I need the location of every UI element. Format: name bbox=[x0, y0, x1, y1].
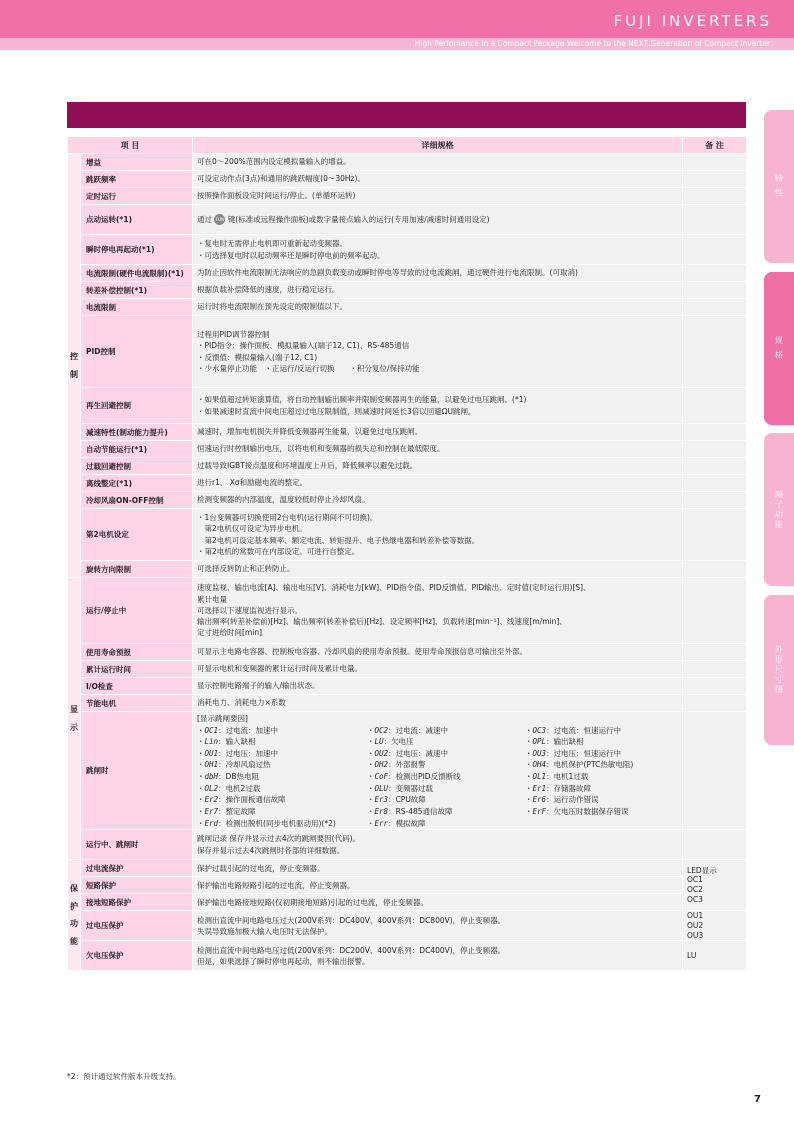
trip-code-desc: 检测出脱机(同步电机驱动用)(*2) bbox=[225, 818, 336, 828]
note-cell bbox=[683, 388, 747, 424]
trip-code: OC2 bbox=[374, 725, 389, 735]
trip-code-desc: 欠电压 bbox=[391, 737, 414, 747]
item-name: 定时运行 bbox=[81, 188, 193, 205]
trip-code-item: ・OC1：过电流：加速中 bbox=[197, 725, 279, 735]
trip-code-desc: 电机2过载 bbox=[225, 783, 261, 793]
detail-line: ・复电时无需停止电机即可重新起动变频器。 bbox=[197, 239, 348, 249]
item-name: 运行/停止中 bbox=[81, 578, 193, 644]
table-row bbox=[68, 205, 747, 235]
item-detail bbox=[193, 830, 683, 860]
trip-code-desc: 模拟故障 bbox=[395, 818, 426, 828]
trip-code-desc: 电机保护(PTC热敏电阻) bbox=[553, 760, 634, 770]
item-detail bbox=[193, 235, 683, 265]
trip-code-desc: 过电流：加速中 bbox=[225, 725, 279, 735]
item-detail bbox=[193, 561, 683, 578]
note-cell bbox=[683, 299, 747, 316]
detail-line: 根据负载补偿降低的速度，进行稳定运行。 bbox=[197, 285, 340, 295]
trip-code-desc: CPU故障 bbox=[395, 795, 426, 805]
trip-code-desc: 过电压：加速中 bbox=[225, 748, 279, 758]
item-name: PID控制 bbox=[81, 316, 193, 388]
note-cell bbox=[683, 282, 747, 299]
item-detail bbox=[193, 265, 683, 282]
trip-code-item: ・Err：模拟故障 bbox=[367, 818, 426, 828]
table-row bbox=[68, 235, 747, 265]
trip-code-desc: 输出缺相 bbox=[553, 737, 584, 747]
trip-code-item: ・Er6：运行动作错误 bbox=[525, 795, 599, 805]
note-cell bbox=[683, 441, 747, 458]
detail-line: 过程用PID调节器控制 bbox=[197, 330, 270, 339]
item-detail bbox=[193, 678, 683, 695]
trip-code-desc: 整定故障 bbox=[225, 806, 256, 816]
detail-line: ・1台变频器可切换使用2台电机(运行期间不可切换)。 bbox=[197, 513, 378, 522]
note-cell bbox=[683, 475, 747, 492]
item-name: 接地短路保护 bbox=[81, 894, 193, 911]
trip-code: dbH bbox=[204, 772, 219, 781]
trip-code-desc: 变频器过载 bbox=[395, 783, 434, 793]
table-row bbox=[68, 712, 747, 830]
detail-line: 保护过载引起的过电流，停止变频器。 bbox=[197, 863, 325, 873]
trip-code: Erd bbox=[204, 818, 219, 828]
trip-code-item: ・OL1：电机1过载 bbox=[525, 772, 589, 781]
trip-code-item: ・Er1：存储器故障 bbox=[525, 783, 592, 793]
trip-code-desc: 检测出PID反馈断线 bbox=[395, 772, 461, 781]
table-row bbox=[68, 678, 747, 695]
side-tab-terminals[interactable]: 端子功能 bbox=[764, 433, 794, 586]
table-row bbox=[68, 458, 747, 475]
table-row bbox=[68, 911, 747, 941]
table-row bbox=[68, 154, 747, 171]
trip-code: OU3 bbox=[532, 748, 547, 758]
trip-code-desc: 过电流：减速中 bbox=[395, 725, 449, 735]
detail-line: ・第2电机的常数可在内部设定。可进行自整定。 bbox=[197, 546, 360, 556]
item-name: 转差补偿控制(*1) bbox=[81, 282, 193, 299]
item-name: I/O检查 bbox=[81, 678, 193, 695]
table-row bbox=[68, 661, 747, 678]
detail-line: 保护输出电路接地短路(仅初期接地短路)引起的过电流，停止变频器。 bbox=[197, 897, 428, 907]
table-row bbox=[68, 475, 747, 492]
item-detail bbox=[193, 941, 683, 971]
table-row bbox=[68, 695, 747, 712]
item-name: 欠电压保护 bbox=[81, 941, 193, 971]
trip-code-desc: 过电压：减速中 bbox=[395, 748, 449, 758]
trip-code-item: ・OLU：变频器过载 bbox=[367, 783, 434, 793]
detail-line: 按照操作面板设定时间运行/停止。(单循环运转) bbox=[197, 191, 356, 201]
note-cell bbox=[683, 424, 747, 441]
table-row bbox=[68, 644, 747, 661]
trip-code-item: ・ErF：欠电压时数据保存错误 bbox=[525, 806, 629, 816]
footnote: *2：预计通过软件版本升级支持。 bbox=[67, 1072, 181, 1081]
trip-code-desc: 电机1过载 bbox=[553, 772, 589, 781]
item-detail bbox=[193, 205, 683, 235]
item-name: 电流限制 bbox=[81, 299, 193, 316]
detail-line: 但是，如果选择了瞬时停电再起动，则不输出报警。 bbox=[197, 956, 370, 966]
trip-code: Er2 bbox=[204, 795, 219, 805]
item-detail bbox=[193, 316, 683, 388]
table-row bbox=[68, 388, 747, 424]
detail-line: 消耗电力、消耗电力×系数 bbox=[197, 698, 286, 708]
item-name: 短路保护 bbox=[81, 877, 193, 894]
detail-line: 可显示主电路电容器、控制板电容器、冷却风扇的使用寿命预报。使用寿命预报信息可输出至外部。 bbox=[197, 647, 528, 657]
item-detail bbox=[193, 492, 683, 509]
table-row bbox=[68, 188, 747, 205]
table-header bbox=[68, 137, 747, 154]
trip-code-item: ・OU2：过电压：减速中 bbox=[367, 748, 449, 758]
trip-code-item: ・Er2：操作面板通信故障 bbox=[197, 795, 286, 805]
trip-code-item: ・OC2：过电流：减速中 bbox=[367, 725, 449, 735]
item-detail bbox=[193, 877, 683, 894]
trip-code: Err bbox=[374, 818, 389, 828]
item-name: 过电流保护 bbox=[81, 860, 193, 877]
item-name: 电流限制(硬件电流限制)(*1) bbox=[81, 265, 193, 282]
trip-code-desc: 欠电压时数据保存错误 bbox=[553, 806, 629, 816]
detail-line: 检测出直流中间电路电压过低(200V系列：DC200V、400V系列：DC400V)，停止变频器。 bbox=[197, 945, 506, 955]
detail-text-post: 键(标准或远程操作面板)或数字量接点输入的运行(专用加速/减速时间通用设定) bbox=[227, 214, 490, 224]
detail-line: 跳闸记录 保存并显示过去4次的跳闸要因(代码)。 bbox=[197, 833, 361, 843]
trip-code: Er1 bbox=[532, 783, 547, 793]
side-tab-dimensions[interactable]: 外形尺寸图 bbox=[764, 595, 794, 745]
item-name: 使用寿命预报 bbox=[81, 644, 193, 661]
trip-code-grid bbox=[197, 725, 678, 830]
item-detail bbox=[193, 911, 683, 941]
detail-line: 保护输出电路短路引起的过电流，停止变频器。 bbox=[197, 880, 355, 890]
detail-text-pre: 通过 bbox=[197, 214, 213, 224]
trip-code-item: ・OU3：过电压：恒速运行中 bbox=[525, 748, 622, 758]
detail-line: 可在0～200%范围内设定模拟量输入的增益。 bbox=[197, 157, 351, 167]
detail-line: 进行r1、 Xσ和励磁电流的整定。 bbox=[197, 478, 308, 488]
note-cell bbox=[683, 316, 747, 388]
side-tab-specs[interactable]: 规 格 bbox=[764, 272, 794, 425]
side-tab-features[interactable]: 特 性 bbox=[764, 110, 794, 263]
detail-line: 检测变频器的内部温度，温度较低时停止冷却风扇。 bbox=[197, 495, 370, 505]
detail-line: ・如果减速时直流中间电压超过过电压限制值，则减速时间延长3倍以回避ΩU跳闸。 bbox=[197, 406, 476, 416]
item-name: 第2电机设定 bbox=[81, 509, 193, 561]
note-cell bbox=[683, 578, 747, 644]
item-name: 旋转方向限制 bbox=[81, 561, 193, 578]
trip-code-item: ・Erd：检测出脱机(同步电机驱动用)(*2) bbox=[197, 818, 336, 828]
trip-code: OPL bbox=[532, 737, 547, 747]
trip-code: OLU bbox=[374, 783, 389, 793]
trip-code: OH4 bbox=[532, 760, 547, 770]
trip-code: OU1 bbox=[204, 748, 219, 758]
tagline: High Perfomance in a Compact Package Welcome to the NEXT Generation of Compact Inverter bbox=[414, 39, 770, 48]
detail-line: 可选择以下速度监视进行显示。 bbox=[197, 605, 303, 615]
trip-code-desc: 运行动作错误 bbox=[553, 795, 599, 805]
note-cell bbox=[683, 661, 747, 678]
note-cell bbox=[683, 154, 747, 171]
item-name: 增益 bbox=[81, 154, 193, 171]
item-name: 跳跃频率 bbox=[81, 171, 193, 188]
note-cell bbox=[683, 188, 747, 205]
trip-code-item: ・LU：欠电压 bbox=[367, 737, 414, 747]
note-cell bbox=[683, 695, 747, 712]
trip-code: Er8 bbox=[374, 806, 389, 816]
trip-code: OU2 bbox=[374, 748, 389, 758]
trip-code-item: ・OU1：过电压：加速中 bbox=[197, 748, 279, 758]
item-detail bbox=[193, 458, 683, 475]
note-cell bbox=[683, 492, 747, 509]
item-name: 冷却风扇ON-OFF控制 bbox=[81, 492, 193, 509]
table-row bbox=[68, 830, 747, 860]
trip-code-item: ・Lin：输入缺相 bbox=[197, 737, 256, 747]
trip-code-item: ・CoF：检测出PID反馈断线 bbox=[367, 772, 461, 781]
spec-table bbox=[67, 136, 747, 971]
trip-code-item: ・OH1：冷却风扇过热 bbox=[197, 760, 271, 770]
section-band bbox=[67, 102, 746, 128]
note-lu: LU bbox=[683, 941, 747, 971]
note-cell bbox=[683, 235, 747, 265]
table-row bbox=[68, 561, 747, 578]
item-detail bbox=[193, 475, 683, 492]
trip-code: OH2 bbox=[374, 760, 389, 770]
detail-line: 第2电机可设定基本频率、额定电流、转矩提升、电子热继电器和转差补偿等数据。 bbox=[197, 535, 480, 545]
trip-code-item: ・dbH：DB热电阻 bbox=[197, 772, 259, 781]
group-control: 控 制 bbox=[68, 154, 81, 578]
detail-line: 检测出直流中间电路电压过大(200V系列：DC400V、400V系列：DC800V)，停止变频器。 bbox=[197, 915, 506, 925]
trip-code: CoF bbox=[374, 772, 389, 781]
item-name: 节能电机 bbox=[81, 695, 193, 712]
detail-line: 减速时，增加电机损失并降低变频器再生能量，以避免过电压跳闸。 bbox=[197, 427, 423, 437]
table-row bbox=[68, 316, 747, 388]
table-row bbox=[68, 492, 747, 509]
detail-line: 恒速运行时控制输出电压，以将电机和变频器的损失总和控制在最低限度。 bbox=[197, 444, 445, 454]
header-item: 项 目 bbox=[68, 137, 193, 154]
note-cell bbox=[683, 830, 747, 860]
detail-line: 为防止因软件电流限制无法响应的急剧负载变动或瞬时停电等导致的过电流跳闸，通过硬件进行电流限制。(可取消) bbox=[197, 268, 578, 278]
table-row bbox=[68, 441, 747, 458]
item-detail bbox=[193, 695, 683, 712]
detail-line: ・可选择复电时以起动频率还是瞬时停电前的频率起动。 bbox=[197, 250, 385, 260]
detail-line: 过载导致IGBT接点温度和环境温度上升后，降低频率以避免过载。 bbox=[197, 461, 418, 471]
trip-code-desc: DB热电阻 bbox=[225, 772, 259, 781]
detail-line: ・PID指令：操作面板、模拟量输入(端子12, C1)、RS-485通信 bbox=[197, 341, 410, 351]
detail-line: 失误导致施加极大输入电压时无法保护。 bbox=[197, 926, 333, 936]
item-detail bbox=[193, 509, 683, 561]
trip-code-item: ・OH2：外部报警 bbox=[367, 760, 426, 770]
item-detail bbox=[193, 441, 683, 458]
trip-code-desc: RS-485通信故障 bbox=[395, 806, 453, 816]
trip-code: OL2 bbox=[204, 783, 219, 793]
trip-code: OL1 bbox=[532, 772, 547, 781]
trip-code: Lin bbox=[204, 737, 219, 747]
table-row bbox=[68, 299, 747, 316]
item-detail bbox=[193, 171, 683, 188]
trip-cause-label: [显示跳闸要因] bbox=[197, 714, 248, 723]
detail-line: 速度监视、输出电流[A]、输出电压[V]、消耗电力[kW]、PID指令值、PID反馈值、PID输出、定时值(定时运行用)[S]、 bbox=[197, 583, 591, 593]
trip-code-item: ・Er8：RS-485通信故障 bbox=[367, 806, 453, 816]
trip-code-desc: 外部报警 bbox=[395, 760, 426, 770]
item-detail bbox=[193, 424, 683, 441]
trip-code: Er3 bbox=[374, 795, 389, 805]
table-row bbox=[68, 894, 747, 911]
table-row bbox=[68, 171, 747, 188]
item-name: 减速特性(制动能力提升) bbox=[81, 424, 193, 441]
note-cell bbox=[683, 458, 747, 475]
item-name: 过载回避控制 bbox=[81, 458, 193, 475]
note-cell bbox=[683, 678, 747, 695]
item-name: 再生回避控制 bbox=[81, 388, 193, 424]
trip-code-desc: 冷却风扇过热 bbox=[225, 760, 271, 770]
item-detail bbox=[193, 154, 683, 171]
trip-code-item: ・OL2：电机2过载 bbox=[197, 783, 261, 793]
trip-code: ErF bbox=[532, 806, 547, 816]
detail-line: 运行时将电流限制在预先设定的限制值以下。 bbox=[197, 302, 348, 312]
table-row bbox=[68, 877, 747, 894]
trip-code-item: ・Er3：CPU故障 bbox=[367, 795, 426, 805]
detail-line: 可设定动作点(3点)和通用的跳跃幅度(0～30Hz)。 bbox=[197, 174, 365, 184]
item-detail bbox=[193, 299, 683, 316]
table-row bbox=[68, 860, 747, 877]
detail-line: 显示控制电路端子的输入/输出状态。 bbox=[197, 681, 320, 691]
item-name: 点动运转(*1) bbox=[81, 205, 193, 235]
trip-code: OC1 bbox=[204, 725, 219, 735]
trip-code: Er7 bbox=[204, 806, 219, 816]
item-detail bbox=[193, 860, 683, 877]
detail-line: ・少水量停止功能 ・正运行/反运行切换 ・积分复位/保持功能 bbox=[197, 363, 420, 373]
item-name: 过电压保护 bbox=[81, 911, 193, 941]
detail-line: 定寸进给时间[min] bbox=[197, 628, 263, 638]
item-name: 跳闸时 bbox=[81, 712, 193, 830]
trip-code-item: ・OPL：输出缺相 bbox=[525, 737, 584, 747]
item-detail bbox=[193, 644, 683, 661]
detail-line: ・反馈值：模拟量输入(端子12, C1) bbox=[197, 352, 318, 362]
note-cell bbox=[683, 561, 747, 578]
item-detail bbox=[193, 188, 683, 205]
note-cell bbox=[683, 265, 747, 282]
item-detail bbox=[193, 661, 683, 678]
header-note: 备 注 bbox=[683, 137, 747, 154]
trip-code-desc: 存储器故障 bbox=[553, 783, 592, 793]
note-cell bbox=[683, 644, 747, 661]
table-row bbox=[68, 509, 747, 561]
group-display: 显 示 bbox=[68, 578, 81, 860]
trip-code-item: ・OH4：电机保护(PTC热敏电阻) bbox=[525, 760, 634, 770]
table-row bbox=[68, 578, 747, 644]
item-detail bbox=[193, 282, 683, 299]
trip-code: OC3 bbox=[532, 725, 547, 735]
trip-code: OH1 bbox=[204, 760, 219, 770]
detail-line: ・如果值超过转矩演算值，将自动控制输出频率并限制变频器再生的能量，以避免过电压跳闸。(*1) bbox=[197, 395, 527, 405]
detail-line: 第2电机仅可设定为异步电机。 bbox=[197, 524, 307, 534]
item-detail bbox=[193, 712, 683, 830]
detail-line: 保存并显示过去4次跳闸时各部的详细数据。 bbox=[197, 845, 345, 855]
trip-code-item: ・OC3：过电流：恒速运行中 bbox=[525, 725, 622, 735]
trip-code: Er6 bbox=[532, 795, 547, 805]
trip-code-desc: 输入缺相 bbox=[225, 737, 256, 747]
page-number: 7 bbox=[754, 1094, 761, 1105]
trip-code: LU bbox=[374, 737, 384, 747]
detail-line: 输出频率(转差补偿前)[Hz]、输出频率(转差补偿后)[Hz]、设定频率[Hz]、负载转速[min⁻¹]、线速度[m/min]、 bbox=[197, 617, 567, 627]
note-cell bbox=[683, 205, 747, 235]
item-name: 自动节能运行(*1) bbox=[81, 441, 193, 458]
item-name: 运行中、跳闸时 bbox=[81, 830, 193, 860]
note-cell bbox=[683, 171, 747, 188]
item-detail bbox=[193, 894, 683, 911]
note-oc: LED显示 OC1 OC2 OC3 bbox=[683, 860, 747, 911]
trip-code-desc: 操作面板通信故障 bbox=[225, 795, 286, 805]
item-detail bbox=[193, 578, 683, 644]
note-ou: OU1 OU2 OU3 bbox=[683, 911, 747, 941]
item-detail bbox=[193, 388, 683, 424]
trip-code-desc: 过电流：恒速运行中 bbox=[553, 725, 622, 735]
note-cell bbox=[683, 712, 747, 830]
trip-code-desc: 过电压：恒速运行中 bbox=[553, 748, 622, 758]
table-row bbox=[68, 424, 747, 441]
detail-line: 可选择反转防止和正转防止。 bbox=[197, 564, 295, 574]
group-protection: 保 护 功 能 bbox=[68, 860, 81, 971]
detail-line: 累计电量 bbox=[197, 594, 228, 604]
note-cell bbox=[683, 509, 747, 561]
item-name: 离线整定(*1) bbox=[81, 475, 193, 492]
table-row bbox=[68, 282, 747, 299]
detail-line: 可显示电机和变频器的累计运行时间及累计电量。 bbox=[197, 664, 363, 674]
table-row bbox=[68, 941, 747, 971]
brand-title: FUJI INVERTERS bbox=[613, 12, 772, 30]
fun-key-icon: FUN bbox=[214, 214, 225, 225]
header-detail: 详细规格 bbox=[193, 137, 683, 154]
trip-code-item: ・Er7：整定故障 bbox=[197, 806, 256, 816]
table-row bbox=[68, 265, 747, 282]
item-name: 累计运行时间 bbox=[81, 661, 193, 678]
item-name: 瞬时停电再起动(*1) bbox=[81, 235, 193, 265]
